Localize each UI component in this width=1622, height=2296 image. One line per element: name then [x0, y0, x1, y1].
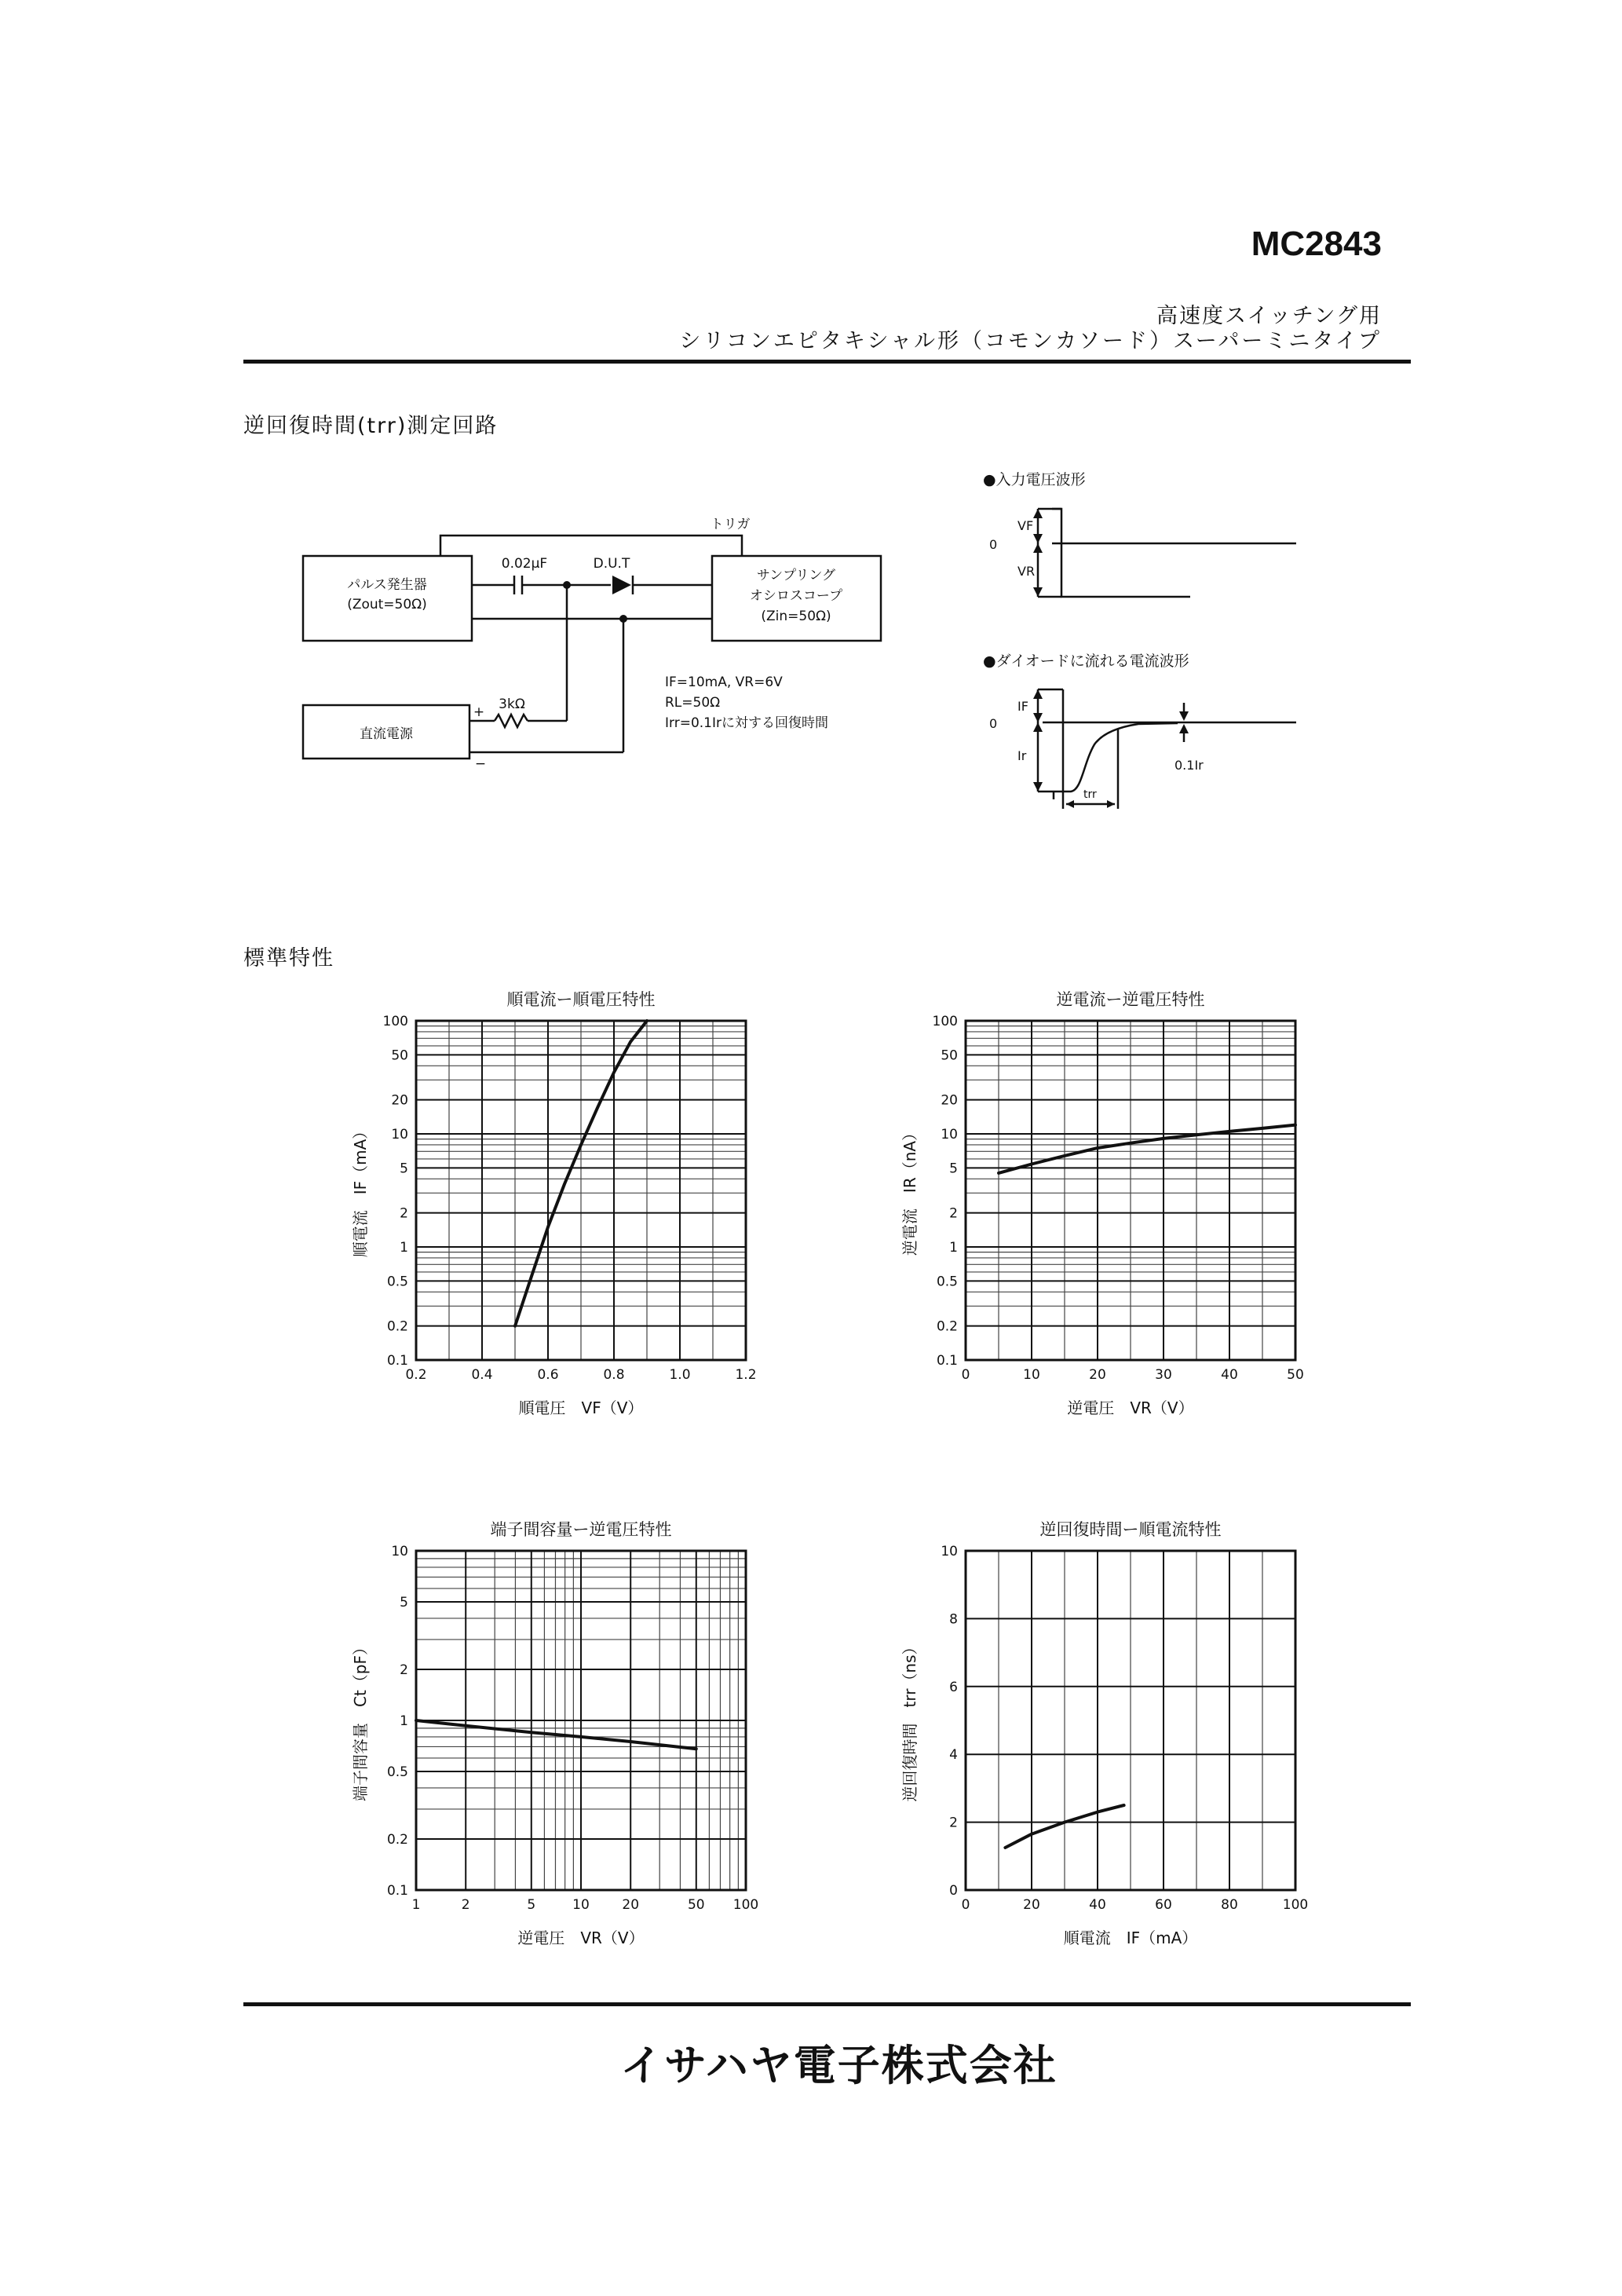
data-series-line	[416, 1720, 696, 1749]
model-number: MC2843	[1251, 225, 1382, 263]
x-tick-label: 30	[1155, 1367, 1172, 1383]
x-tick-label: 20	[1023, 1897, 1040, 1913]
minus-sign: −	[474, 756, 487, 772]
y-tick-label: 0.2	[386, 1831, 408, 1848]
y-tick-label: 4	[949, 1747, 958, 1764]
pulse-generator-impedance: (Zout=50Ω)	[347, 597, 427, 612]
scope-label-2: オシロスコープ	[749, 588, 843, 604]
y-tick-label: 10	[941, 1544, 958, 1559]
y-axis-label: 順電流 IF（mA）	[351, 1123, 370, 1258]
x-tick-label: 2	[461, 1897, 470, 1913]
circuit-section-title: 逆回復時間(trr)測定回路	[243, 414, 499, 438]
x-tick-label: 1	[411, 1897, 421, 1913]
y-tick-label: 0.5	[936, 1274, 958, 1290]
y-tick-label: 0.1	[386, 1353, 408, 1369]
scope-label-1: サンプリング	[756, 568, 836, 583]
trr-label: trr	[1083, 788, 1097, 801]
scope-impedance: (Zin=50Ω)	[761, 609, 831, 624]
y-tick-label: 1	[949, 1240, 958, 1256]
y-tick-label: 100	[382, 1014, 408, 1029]
y-tick-label: 0.2	[936, 1318, 958, 1335]
x-tick-label: 60	[1155, 1897, 1172, 1913]
y-tick-label: 5	[400, 1595, 408, 1611]
y-tick-label: 5	[400, 1161, 408, 1177]
vf-label: VF	[1017, 518, 1034, 533]
capacitor-label: 0.02μF	[501, 556, 548, 572]
x-tick-label: 0.6	[537, 1367, 559, 1383]
x-tick-label: 0	[961, 1367, 970, 1383]
current-waveform-title: ●ダイオードに流れる電流波形	[983, 653, 1189, 670]
x-tick-label: 100	[1282, 1897, 1309, 1913]
dut-label: D.U.T	[593, 556, 630, 572]
x-tick-label: 0.8	[603, 1367, 625, 1383]
y-tick-label: 20	[941, 1092, 958, 1109]
y-tick-label: 50	[391, 1047, 408, 1064]
subtitle-type: シリコンエピタキシャル形（コモンカソード）スーパーミニタイプ	[679, 329, 1382, 353]
y-tick-label: 0.5	[386, 1764, 408, 1781]
input-zero-label: 0	[989, 537, 998, 552]
trigger-label: トリガ	[710, 517, 751, 532]
x-tick-label: 40	[1089, 1897, 1106, 1913]
company-logo-text: イサハヤ電子株式会社	[620, 2041, 1058, 2090]
condition-load: RL=50Ω	[665, 695, 721, 711]
pulse-generator-label: パルス発生器	[347, 577, 427, 593]
y-tick-label: 6	[949, 1679, 958, 1695]
x-tick-label: 1.0	[669, 1367, 691, 1383]
x-tick-label: 0.2	[405, 1367, 427, 1383]
x-tick-label: 80	[1221, 1897, 1238, 1913]
condition-current-voltage: IF=10mA, VR=6V	[665, 675, 783, 690]
x-axis-label: 順電流 IF（mA）	[1063, 1929, 1198, 1947]
input-waveform-title: ●入力電圧波形	[983, 471, 1086, 488]
x-tick-label: 20	[1089, 1367, 1106, 1383]
y-tick-label: 2	[949, 1815, 958, 1831]
chart-title: 逆電流ー逆電圧特性	[1056, 990, 1205, 1009]
x-tick-label: 0	[961, 1897, 970, 1913]
y-tick-label: 2	[400, 1205, 408, 1222]
x-axis-label: 逆電圧 VR（V）	[517, 1929, 645, 1947]
y-tick-label: 10	[391, 1127, 408, 1143]
data-series-line	[999, 1125, 1295, 1173]
y-tick-label: 10	[391, 1544, 408, 1559]
ratio-label: 0.1Ir	[1174, 758, 1204, 773]
current-zero-label: 0	[989, 716, 998, 731]
y-tick-label: 1	[400, 1240, 408, 1256]
dc-source-label: 直流電源	[360, 726, 413, 742]
chart-recovery-time-vs-current	[879, 1512, 1350, 1967]
circuit-diagram	[0, 0, 1622, 864]
x-tick-label: 20	[622, 1897, 640, 1913]
y-tick-label: 50	[941, 1047, 958, 1064]
subtitle-application: 高速度スイッチング用	[1156, 304, 1382, 328]
y-tick-label: 0.2	[386, 1318, 408, 1335]
resistor-label: 3kΩ	[499, 696, 525, 712]
condition-definition: Irr=0.1Irに対する回復時間	[665, 715, 828, 731]
x-tick-label: 1.2	[735, 1367, 757, 1383]
chart-title: 逆回復時間ー順電流特性	[1039, 1520, 1222, 1539]
x-tick-label: 40	[1221, 1367, 1238, 1383]
chart-title: 端子間容量ー逆電圧特性	[490, 1520, 672, 1539]
y-axis-label: 逆回復時間 trr（ns）	[901, 1639, 919, 1802]
y-tick-label: 2	[400, 1662, 408, 1678]
vr-label: VR	[1017, 564, 1036, 579]
y-tick-label: 0.1	[936, 1353, 958, 1369]
footer-rule	[243, 2002, 1411, 2006]
y-tick-label: 5	[949, 1161, 958, 1177]
x-tick-label: 100	[732, 1897, 759, 1913]
ir-label: Ir	[1017, 748, 1027, 763]
characteristics-section-title: 標準特性	[243, 946, 334, 971]
x-axis-label: 順電圧 VF（V）	[518, 1398, 644, 1417]
x-tick-label: 0.4	[471, 1367, 493, 1383]
if-label: IF	[1017, 699, 1028, 714]
x-tick-label: 10	[1023, 1367, 1040, 1383]
y-axis-label: 端子間容量 Ct（pF）	[351, 1639, 370, 1802]
chart-capacitance-vs-voltage	[330, 1512, 801, 1967]
x-tick-label: 10	[572, 1897, 590, 1913]
y-tick-label: 10	[941, 1127, 958, 1143]
y-tick-label: 0.1	[386, 1883, 408, 1899]
chart-title: 順電流ー順電圧特性	[506, 990, 656, 1009]
chart-reverse-current-vs-voltage	[879, 982, 1350, 1437]
x-tick-label: 50	[687, 1897, 705, 1913]
y-axis-label: 逆電流 IR（nA）	[901, 1124, 919, 1256]
y-tick-label: 0	[949, 1883, 958, 1899]
y-tick-label: 1	[400, 1713, 408, 1729]
y-tick-label: 20	[391, 1092, 408, 1109]
chart-forward-current-vs-voltage	[330, 982, 801, 1437]
y-tick-label: 0.5	[386, 1274, 408, 1290]
x-tick-label: 50	[1287, 1367, 1304, 1383]
x-tick-label: 5	[527, 1897, 536, 1913]
x-axis-label: 逆電圧 VR（V）	[1067, 1398, 1194, 1417]
plus-sign: +	[473, 704, 485, 720]
y-tick-label: 100	[932, 1014, 958, 1029]
y-tick-label: 2	[949, 1205, 958, 1222]
y-tick-label: 8	[949, 1611, 958, 1628]
